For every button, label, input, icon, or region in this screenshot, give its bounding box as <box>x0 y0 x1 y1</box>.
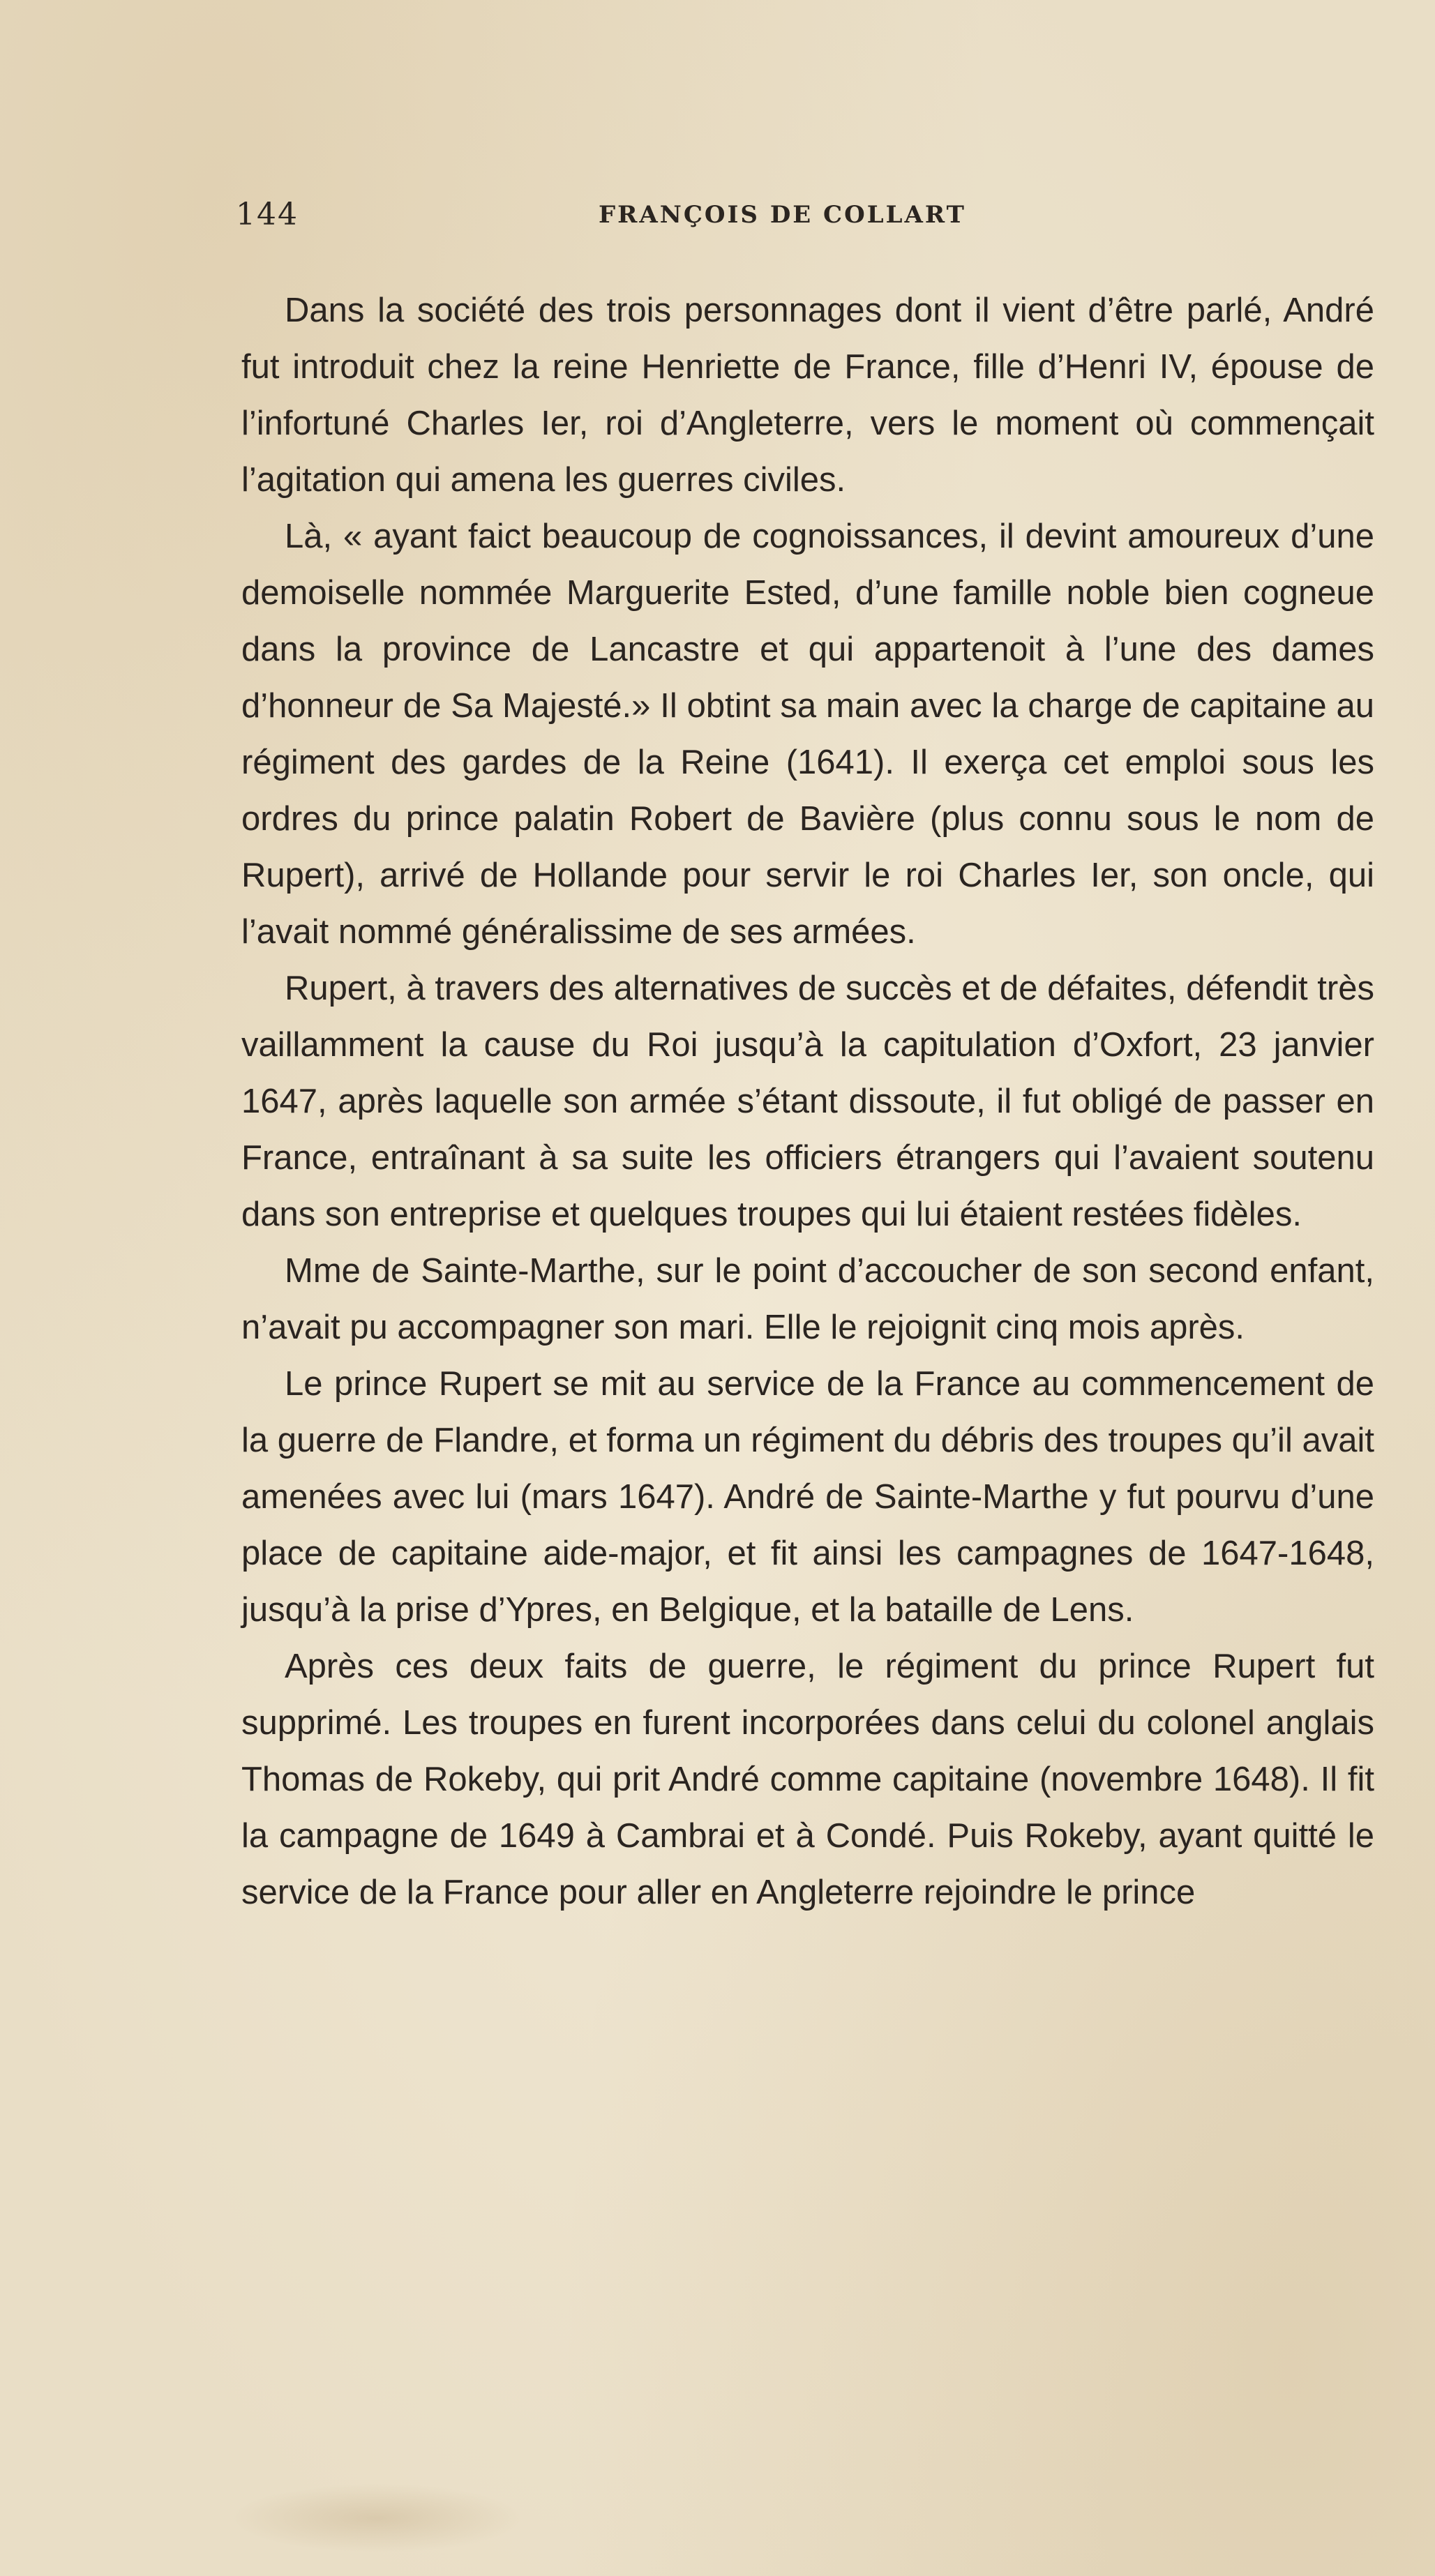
paragraph: Mme de Sainte-Marthe, sur le point d’accoucher de son second enfant, n’avait pu accompagner son mari. Elle le rejoignit cinq mois après. <box>241 1252 1374 1346</box>
paragraph: Là, « ayant faict beaucoup de cognoissances, il devint amoureux d’une demoiselle nommée Marguerite Ested, d’une famille noble bien cogneue dans la province de Lancastre et qui appartenoit à l’une des dames d’honneur de Sa Majesté.» Il obtint sa main avec la charge de capitaine au régiment des gardes de la Reine (1641). Il exerça cet emploi sous les ordres du prince palatin Robert de Bavière (plus connu sous le nom de Rupert), arrivé de Hollande pour servir le roi Charles Ier, son oncle, qui l’avait nommé généralissime de ses armées. <box>241 518 1374 951</box>
running-title: FRANÇOIS DE COLLART <box>599 201 966 229</box>
paper-stain <box>230 2483 523 2553</box>
paragraph: Le prince Rupert se mit au service de la France au commencement de la guerre de Flandre, et forma un régiment du débris des troupes qu’il avait amenées avec lui (mars 1647). André de Sainte-Marthe y fut pourvu d’une place de capitaine aide-major, et fit ainsi les campagnes de 1647-1648, jusqu’à la prise d’Ypres, en Belgique, et la bataille de Lens. <box>241 1365 1374 1629</box>
paragraph: Rupert, à travers des alternatives de succès et de défaites, défendit très vaillamment la cause du Roi jusqu’à la capitulation d’Oxfort, 23 janvier 1647, après laquelle son armée s’étant dissoute, il fut obligé de passer en France, entraînant à sa suite les officiers étrangers qui l’avaient soutenu dans son entreprise et quelques troupes qui lui étaient restées fidèles. <box>241 970 1374 1233</box>
page-number: 144 <box>236 197 299 232</box>
body-text <box>241 283 1374 1921</box>
page-header <box>236 197 1373 239</box>
paragraph: Après ces deux faits de guerre, le régiment du prince Rupert fut supprimé. Les troupes en furent incorporées dans celui du colonel anglais Thomas de Rokeby, qui prit André comme capitaine (novembre 1648). Il fit la campagne de 1649 à Cambrai et à Condé. Puis Rokeby, ayant quitté le service de la France pour aller en Angleterre rejoindre le prince <box>241 1648 1374 1911</box>
paragraph: Dans la société des trois personnages dont il vient d’être parlé, André fut introduit chez la reine Henriette de France, fille d’Henri IV, épouse de l’infortuné Charles Ier, roi d’Angleterre, vers le moment où commençait l’agitation qui amena les guerres civiles. <box>241 292 1374 499</box>
